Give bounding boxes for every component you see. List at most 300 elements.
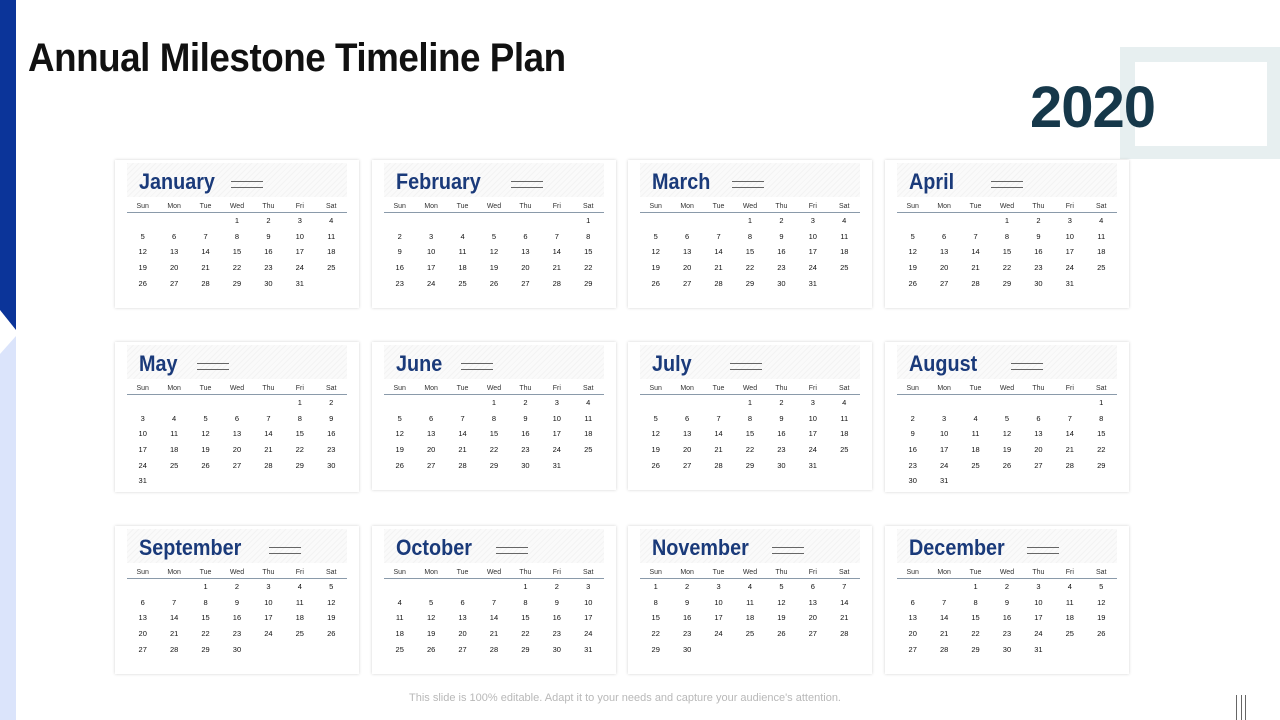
weekday-label: Tue xyxy=(190,382,221,395)
weekday-label: Fri xyxy=(541,382,572,395)
empty-cell xyxy=(284,473,315,489)
day-cell: 30 xyxy=(1002,644,1012,654)
weekday-label: Tue xyxy=(447,200,478,213)
week-row xyxy=(640,411,860,427)
day-cell: 17 xyxy=(426,263,436,273)
day-cell: 24 xyxy=(808,445,817,455)
day-cell: 28 xyxy=(971,278,980,288)
day-cell: 13 xyxy=(232,429,242,439)
day-cell: 20 xyxy=(169,263,179,273)
empty-cell xyxy=(127,213,158,229)
weekday-label: Thu xyxy=(253,382,284,395)
week-row xyxy=(127,595,347,611)
day-cell: 29 xyxy=(745,460,755,470)
empty-cell xyxy=(991,473,1022,489)
day-cell: 21 xyxy=(714,263,723,273)
day-cell: 27 xyxy=(808,629,817,639)
week-row xyxy=(897,610,1117,626)
week-row xyxy=(897,260,1117,276)
weekday-label: Fri xyxy=(541,566,572,579)
month-header xyxy=(897,163,1117,197)
day-cell: 5 xyxy=(1099,582,1104,592)
day-cell: 4 xyxy=(460,231,465,241)
month-card-march xyxy=(628,160,872,308)
day-cell: 25 xyxy=(840,263,849,273)
day-cell: 9 xyxy=(1004,597,1010,607)
day-cell: 14 xyxy=(489,613,499,623)
day-cell: 4 xyxy=(397,597,402,607)
week-row xyxy=(127,244,347,260)
empty-cell xyxy=(928,395,959,411)
day-cell: 4 xyxy=(329,216,334,226)
day-cell: 11 xyxy=(327,231,336,241)
weekday-label: Tue xyxy=(703,382,734,395)
weekday-label: Sun xyxy=(897,200,928,213)
month-name: November xyxy=(652,535,749,560)
weekday-label: Sat xyxy=(829,382,860,395)
day-cell: 19 xyxy=(651,263,660,273)
day-grid xyxy=(384,566,604,657)
day-cell: 6 xyxy=(1036,413,1041,423)
day-cell: 31 xyxy=(584,644,593,654)
day-grid xyxy=(127,200,347,291)
day-cell: 5 xyxy=(910,231,915,241)
day-cell: 18 xyxy=(840,429,849,439)
empty-cell xyxy=(384,579,415,595)
week-row xyxy=(127,610,347,626)
week-row xyxy=(384,229,604,245)
empty-cell xyxy=(703,641,734,657)
month-card-september xyxy=(115,526,359,674)
empty-cell xyxy=(158,395,189,411)
day-cell: 8 xyxy=(1004,231,1010,241)
day-cell: 13 xyxy=(169,247,179,257)
day-cell: 12 xyxy=(1002,429,1012,439)
week-row xyxy=(640,457,860,473)
day-cell: 10 xyxy=(138,429,147,439)
day-cell: 25 xyxy=(745,629,755,639)
day-cell: 17 xyxy=(264,613,273,623)
day-cell: 26 xyxy=(201,460,210,470)
day-cell: 23 xyxy=(521,445,530,455)
day-cell: 22 xyxy=(1097,445,1106,455)
empty-cell xyxy=(447,395,478,411)
day-cell: 2 xyxy=(910,413,915,423)
weekday-label: Wed xyxy=(221,200,252,213)
month-card-february xyxy=(372,160,616,308)
day-cell: 25 xyxy=(1097,263,1106,273)
week-row xyxy=(384,411,604,427)
day-cell: 1 xyxy=(523,582,528,592)
day-cell: 7 xyxy=(172,597,177,607)
day-cell: 1 xyxy=(653,582,658,592)
day-cell: 13 xyxy=(908,613,917,623)
day-cell: 31 xyxy=(808,460,817,470)
day-cell: 14 xyxy=(840,597,849,607)
weekday-label: Wed xyxy=(734,566,765,579)
day-grid xyxy=(897,566,1117,657)
day-cell: 20 xyxy=(232,445,242,455)
day-cell: 25 xyxy=(971,460,980,470)
day-cell: 23 xyxy=(327,445,336,455)
day-cell: 1 xyxy=(1004,216,1010,226)
day-cell: 7 xyxy=(554,231,559,241)
day-cell: 15 xyxy=(489,429,499,439)
empty-cell xyxy=(253,641,284,657)
day-cell: 10 xyxy=(1034,597,1043,607)
weekday-label: Wed xyxy=(991,200,1022,213)
weekday-label: Fri xyxy=(284,200,315,213)
day-cell: 6 xyxy=(942,231,947,241)
weekday-label: Sat xyxy=(316,566,347,579)
empty-cell xyxy=(960,395,991,411)
day-cell: 28 xyxy=(714,278,723,288)
weekday-label: Fri xyxy=(797,566,828,579)
day-cell: 10 xyxy=(1065,231,1074,241)
day-cell: 25 xyxy=(295,629,304,639)
day-cell: 17 xyxy=(138,445,147,455)
empty-cell xyxy=(928,213,959,229)
day-cell: 18 xyxy=(745,613,755,623)
day-cell: 29 xyxy=(745,278,755,288)
empty-cell xyxy=(447,579,478,595)
day-grid xyxy=(127,566,347,657)
day-cell: 23 xyxy=(682,629,692,639)
day-cell: 13 xyxy=(682,429,692,439)
day-cell: 18 xyxy=(840,247,849,257)
month-name: July xyxy=(652,351,692,376)
weekday-label: Sun xyxy=(640,200,671,213)
week-row xyxy=(897,641,1117,657)
day-cell: 25 xyxy=(458,278,467,288)
day-cell: 3 xyxy=(810,216,815,226)
day-cell: 22 xyxy=(584,263,593,273)
week-row xyxy=(640,626,860,642)
day-cell: 18 xyxy=(327,247,336,257)
day-grid xyxy=(897,200,1117,291)
day-cell: 5 xyxy=(140,231,145,241)
day-cell: 4 xyxy=(1067,582,1072,592)
day-grid xyxy=(384,382,604,473)
day-cell: 4 xyxy=(973,413,978,423)
day-cell: 13 xyxy=(808,597,817,607)
day-cell: 28 xyxy=(489,644,499,654)
day-cell: 1 xyxy=(234,216,240,226)
day-cell: 24 xyxy=(264,629,273,639)
day-cell: 19 xyxy=(777,613,786,623)
weekday-label: Mon xyxy=(158,566,189,579)
weekday-label: Thu xyxy=(1023,200,1054,213)
empty-cell xyxy=(127,395,158,411)
weekday-label: Sun xyxy=(384,566,415,579)
empty-cell xyxy=(703,213,734,229)
day-cell: 30 xyxy=(552,644,561,654)
day-cell: 27 xyxy=(939,278,949,288)
day-cell: 10 xyxy=(714,597,723,607)
month-name: March xyxy=(652,169,711,194)
week-row xyxy=(897,426,1117,442)
day-cell: 1 xyxy=(1099,398,1104,408)
day-cell: 3 xyxy=(586,582,591,592)
day-cell: 13 xyxy=(521,247,530,257)
weekday-label: Thu xyxy=(510,566,541,579)
day-cell: 15 xyxy=(521,613,530,623)
day-cell: 19 xyxy=(201,445,210,455)
month-header xyxy=(384,345,604,379)
day-cell: 18 xyxy=(169,445,179,455)
day-cell: 17 xyxy=(714,613,723,623)
weekday-label: Mon xyxy=(671,566,702,579)
day-cell: 14 xyxy=(1065,429,1074,439)
day-cell: 27 xyxy=(232,460,242,470)
day-cell: 31 xyxy=(1034,644,1043,654)
week-row xyxy=(640,595,860,611)
empty-cell xyxy=(221,473,252,489)
day-cell: 10 xyxy=(939,429,949,439)
week-row xyxy=(127,260,347,276)
empty-cell xyxy=(829,275,860,291)
day-cell: 14 xyxy=(714,429,723,439)
month-header xyxy=(640,529,860,563)
empty-cell xyxy=(797,641,828,657)
day-cell: 3 xyxy=(140,413,145,423)
day-cell: 8 xyxy=(973,597,978,607)
day-cell: 18 xyxy=(458,263,467,273)
day-cell: 15 xyxy=(1002,247,1012,257)
day-cell: 27 xyxy=(458,644,467,654)
day-cell: 21 xyxy=(489,629,499,639)
day-cell: 15 xyxy=(1097,429,1106,439)
day-cell: 11 xyxy=(840,231,849,241)
week-row xyxy=(640,229,860,245)
weekday-label: Mon xyxy=(158,382,189,395)
empty-cell xyxy=(316,275,347,291)
day-cell: 10 xyxy=(426,247,436,257)
week-row xyxy=(640,395,860,411)
day-cell: 16 xyxy=(395,263,404,273)
day-cell: 27 xyxy=(682,278,692,288)
day-cell: 3 xyxy=(266,582,271,592)
day-cell: 23 xyxy=(777,445,786,455)
week-row xyxy=(897,229,1117,245)
day-cell: 2 xyxy=(234,582,240,592)
day-cell: 9 xyxy=(523,413,528,423)
day-cell: 21 xyxy=(458,445,467,455)
day-cell: 5 xyxy=(397,413,402,423)
day-cell: 29 xyxy=(651,644,660,654)
weekday-label: Mon xyxy=(415,382,446,395)
day-cell: 12 xyxy=(426,613,436,623)
left-accent-light xyxy=(0,336,16,354)
weekday-label: Tue xyxy=(703,566,734,579)
weekday-label: Sat xyxy=(316,382,347,395)
day-cell: 26 xyxy=(1002,460,1012,470)
weekday-label: Fri xyxy=(797,382,828,395)
day-cell: 19 xyxy=(327,613,336,623)
day-cell: 14 xyxy=(939,613,949,623)
day-cell: 12 xyxy=(651,247,660,257)
empty-cell xyxy=(897,395,928,411)
empty-cell xyxy=(158,473,189,489)
weekday-label: Thu xyxy=(766,200,797,213)
weekday-label: Sat xyxy=(573,200,604,213)
left-accent-light-bar xyxy=(0,354,16,720)
day-cell: 17 xyxy=(1065,247,1074,257)
day-cell: 30 xyxy=(327,460,336,470)
week-row xyxy=(127,411,347,427)
day-cell: 8 xyxy=(297,413,302,423)
day-cell: 25 xyxy=(395,644,404,654)
day-cell: 26 xyxy=(327,629,336,639)
year-label: 2020 xyxy=(1030,75,1156,140)
day-cell: 3 xyxy=(1036,582,1041,592)
day-cell: 18 xyxy=(971,445,980,455)
day-cell: 4 xyxy=(1099,216,1104,226)
day-cell: 21 xyxy=(971,263,980,273)
day-cell: 19 xyxy=(1097,613,1106,623)
day-cell: 26 xyxy=(489,278,499,288)
weekday-label: Mon xyxy=(928,566,959,579)
day-grid xyxy=(640,566,860,657)
day-cell: 13 xyxy=(1034,429,1043,439)
empty-cell xyxy=(478,579,509,595)
week-row xyxy=(897,275,1117,291)
day-cell: 22 xyxy=(521,629,530,639)
empty-cell xyxy=(960,473,991,489)
day-cell: 29 xyxy=(295,460,304,470)
day-cell: 16 xyxy=(521,429,530,439)
day-cell: 5 xyxy=(1004,413,1010,423)
weekday-label: Sun xyxy=(127,200,158,213)
decorative-lines xyxy=(1011,363,1043,370)
day-cell: 8 xyxy=(747,231,753,241)
day-cell: 22 xyxy=(295,445,304,455)
month-header xyxy=(897,345,1117,379)
weekday-label: Sun xyxy=(897,382,928,395)
day-cell: 21 xyxy=(201,263,210,273)
day-cell: 28 xyxy=(264,460,273,470)
week-row xyxy=(897,595,1117,611)
day-cell: 24 xyxy=(939,460,949,470)
day-cell: 4 xyxy=(172,413,177,423)
month-header xyxy=(384,529,604,563)
empty-cell xyxy=(897,579,928,595)
weekday-label: Fri xyxy=(797,200,828,213)
day-cell: 4 xyxy=(586,398,591,408)
empty-cell xyxy=(897,213,928,229)
day-grid xyxy=(384,200,604,291)
decorative-lines xyxy=(461,363,493,370)
empty-cell xyxy=(190,213,221,229)
day-cell: 20 xyxy=(682,263,692,273)
week-row xyxy=(640,275,860,291)
weekday-label: Tue xyxy=(447,382,478,395)
day-cell: 9 xyxy=(266,231,271,241)
empty-cell xyxy=(829,641,860,657)
empty-cell xyxy=(640,213,671,229)
weekday-label: Wed xyxy=(478,566,509,579)
day-cell: 5 xyxy=(329,582,334,592)
day-cell: 31 xyxy=(138,476,147,486)
week-row xyxy=(384,213,604,229)
weekday-label: Tue xyxy=(703,200,734,213)
day-cell: 21 xyxy=(552,263,561,273)
week-row xyxy=(640,641,860,657)
decorative-lines xyxy=(269,547,301,554)
day-cell: 23 xyxy=(777,263,786,273)
empty-cell xyxy=(991,395,1022,411)
day-cell: 1 xyxy=(491,398,497,408)
week-row xyxy=(127,473,347,489)
day-cell: 7 xyxy=(491,597,497,607)
left-accent-bar xyxy=(0,0,16,330)
weekday-label: Sun xyxy=(384,382,415,395)
week-row xyxy=(127,442,347,458)
day-cell: 22 xyxy=(201,629,210,639)
day-cell: 11 xyxy=(458,247,467,257)
day-cell: 3 xyxy=(942,413,947,423)
day-cell: 8 xyxy=(203,597,208,607)
day-cell: 12 xyxy=(395,429,404,439)
week-row xyxy=(897,473,1117,489)
day-cell: 30 xyxy=(908,476,917,486)
day-cell: 8 xyxy=(653,597,658,607)
empty-cell xyxy=(671,213,702,229)
day-cell: 19 xyxy=(395,445,404,455)
week-row xyxy=(384,457,604,473)
day-cell: 27 xyxy=(908,644,917,654)
day-cell: 21 xyxy=(264,445,273,455)
day-grid xyxy=(640,382,860,473)
day-cell: 20 xyxy=(682,445,692,455)
empty-cell xyxy=(703,395,734,411)
weekday-label: Sun xyxy=(897,566,928,579)
weekday-label: Sun xyxy=(640,566,671,579)
day-cell: 22 xyxy=(971,629,980,639)
weekday-label: Thu xyxy=(253,566,284,579)
week-row xyxy=(384,426,604,442)
month-name: December xyxy=(909,535,1005,560)
empty-cell xyxy=(1054,473,1085,489)
day-cell: 23 xyxy=(552,629,561,639)
weekday-label: Sun xyxy=(127,566,158,579)
day-cell: 30 xyxy=(777,460,786,470)
day-cell: 18 xyxy=(1065,613,1074,623)
day-cell: 16 xyxy=(264,247,273,257)
day-cell: 31 xyxy=(939,476,949,486)
day-cell: 20 xyxy=(426,445,436,455)
month-name: April xyxy=(909,169,955,194)
day-cell: 15 xyxy=(232,247,242,257)
weekday-label: Mon xyxy=(671,382,702,395)
month-header xyxy=(640,345,860,379)
week-row xyxy=(127,229,347,245)
day-cell: 23 xyxy=(395,278,404,288)
day-cell: 4 xyxy=(842,398,847,408)
day-cell: 27 xyxy=(426,460,436,470)
day-cell: 24 xyxy=(808,263,817,273)
week-row xyxy=(384,626,604,642)
week-row xyxy=(640,213,860,229)
day-cell: 14 xyxy=(201,247,210,257)
day-cell: 18 xyxy=(395,629,404,639)
day-cell: 28 xyxy=(201,278,210,288)
day-cell: 28 xyxy=(1065,460,1074,470)
day-cell: 14 xyxy=(971,247,980,257)
weekday-label: Wed xyxy=(478,382,509,395)
weekday-label: Thu xyxy=(766,566,797,579)
weekday-label: Sat xyxy=(829,200,860,213)
